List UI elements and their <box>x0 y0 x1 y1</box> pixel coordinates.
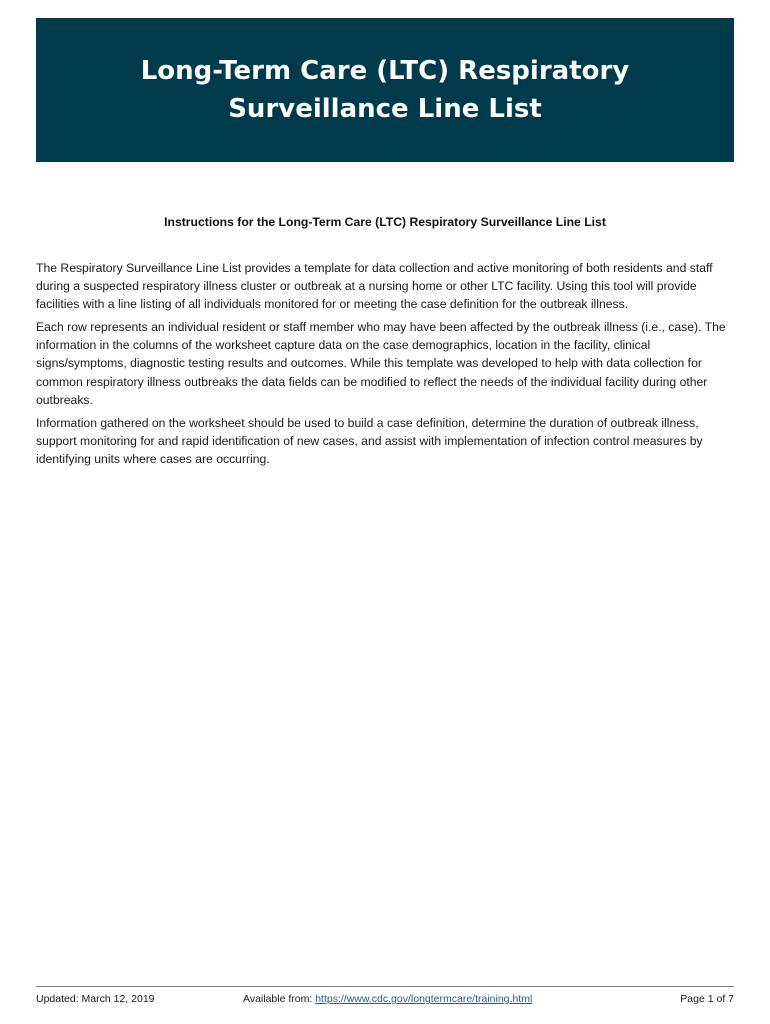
available-from-label: Available from: <box>243 993 316 1005</box>
training-link[interactable]: https://www.cdc.gov/longtermcare/training.html <box>315 993 533 1005</box>
paragraph-rows: Each row represents an individual resident or staff member who may have been affected by the outbreak illness (i.e., case). The information in the columns of the worksheet capture data on the case demographics, location in the facility, clinical signs/symptoms, diagnostic testing results and outcomes. While this template was developed to help with data collection for common respiratory illness outbreaks the data fields can be modified to reflect the needs of the individual facility during other outbreaks. <box>36 320 726 407</box>
paragraph-purpose: The Respiratory Surveillance Line List provides a template for data collection and active monitoring of both residents and staff during a suspected respiratory illness cluster or outbreak at a nursing home or other LTC facility. Using this tool will provide facilities with a line listing of all individuals monitored for or meeting the case definition for the outbreak illness. <box>36 261 713 312</box>
updated-date: Updated: March 12, 2019 <box>36 993 155 1005</box>
page-title: Long-Term Care (LTC) Respiratory Surveillance Line List <box>140 56 630 124</box>
page-footer <box>36 986 734 1005</box>
available-from <box>243 993 532 1005</box>
page-number: Page 1 of 7 <box>680 993 734 1005</box>
instructions-body <box>36 259 734 473</box>
paragraph-usage: Information gathered on the worksheet should be used to build a case definition, determine the duration of outbreak illness, support monitoring for and rapid identification of new cases, and assist with implementation of infection control measures by identifying units where cases are occurring. <box>36 415 703 466</box>
title-banner <box>36 18 734 162</box>
instructions-heading: Instructions for the Long-Term Care (LTC) Respiratory Surveillance Line List <box>164 215 606 229</box>
